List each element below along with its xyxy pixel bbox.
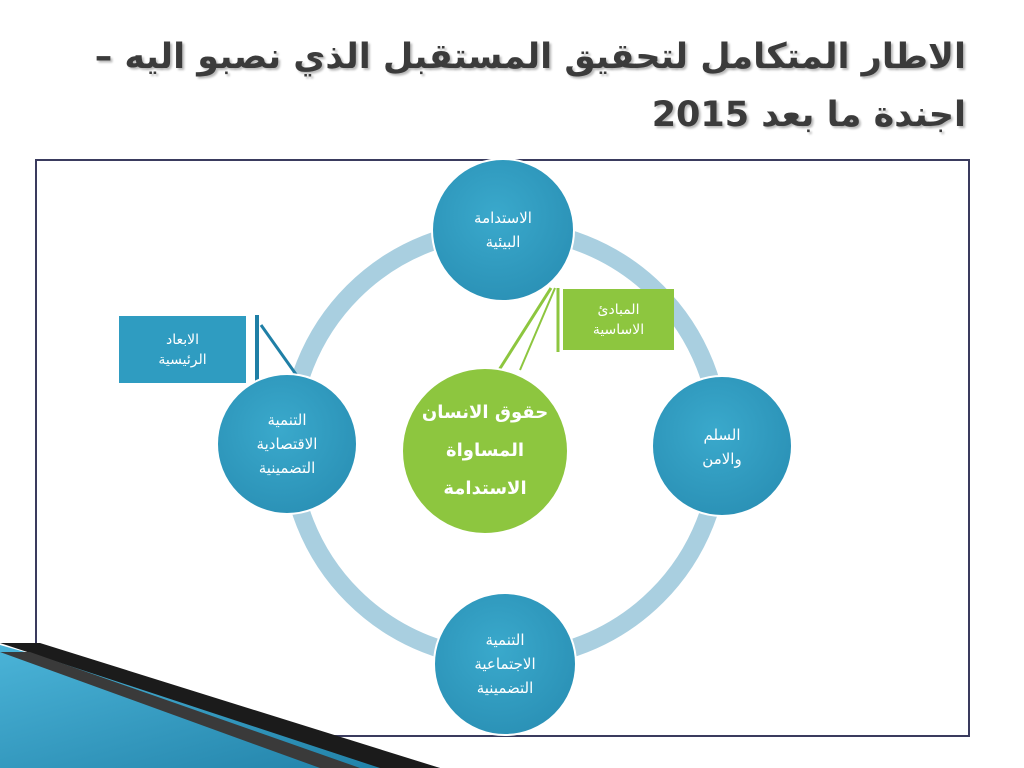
node-top-line-2: البيئية	[485, 233, 521, 251]
node-bottom-line-3: التضمينية	[476, 679, 534, 697]
node-bottom-label	[440, 622, 570, 706]
node-top-label	[443, 195, 563, 265]
callout-dimensions-label	[119, 316, 246, 383]
node-left-line-2: الاقتصادية	[256, 435, 318, 453]
corner-decoration	[0, 643, 440, 768]
callout-dimensions-line-2: الرئيسية	[158, 351, 207, 368]
callout-dimensions-line-1: الابعاد	[165, 331, 200, 348]
node-right-label	[662, 414, 782, 480]
center-label-line-1: حقوق الانسان	[421, 402, 549, 423]
callout-principles-line-2: الاساسية	[592, 321, 645, 338]
node-bottom-line-2: الاجتماعية	[474, 655, 536, 673]
node-bottom-line-1: التنمية	[485, 631, 525, 649]
node-left-line-3: التضمينية	[258, 459, 316, 477]
callout-principles-line-1: المبادئ	[597, 301, 640, 318]
center-label-line-2: المساواة	[445, 440, 525, 461]
node-right-line-2: والامن	[702, 450, 742, 468]
node-right-line-1: السلم	[703, 426, 741, 444]
callout-principles-label	[563, 289, 674, 350]
node-left-label	[222, 402, 352, 486]
slide-title-line-2: اجندة ما بعد 2015	[651, 95, 966, 135]
node-left-line-1: التنمية	[267, 411, 307, 429]
center-label-line-3: الاستدامة	[443, 478, 527, 499]
center-label	[405, 378, 565, 524]
slide-title-line-1: الاطار المتكامل لتحقيق المستقبل الذي نصبو اليه –	[94, 37, 966, 77]
node-top-line-1: الاستدامة	[474, 209, 532, 227]
